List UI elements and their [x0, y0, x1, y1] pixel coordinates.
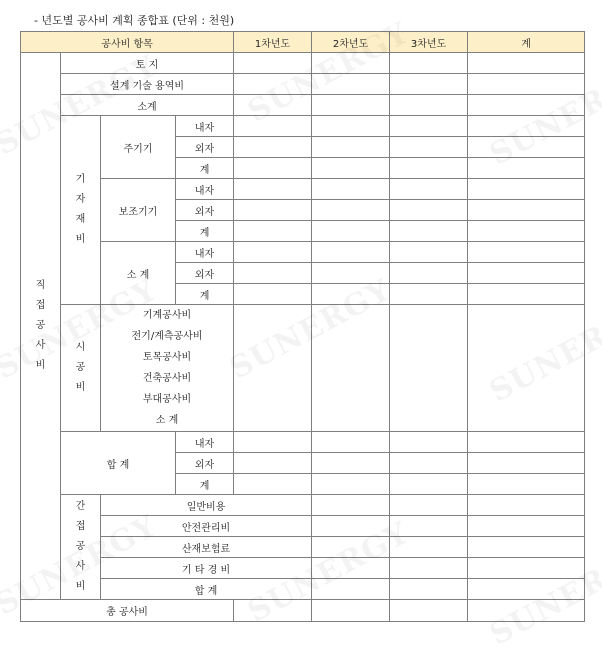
split-domestic: 내자	[176, 432, 234, 453]
split-domestic: 내자	[176, 242, 234, 263]
direct-cost-label: 직 접 공 사 비	[21, 53, 61, 600]
split-total: 계	[176, 284, 234, 305]
header-item: 공사비 항목	[21, 32, 234, 53]
indirect-cost-label: 간 접 공 사 비	[61, 495, 101, 600]
row-label-safety: 안전관리비	[101, 516, 312, 537]
header-year1: 1차년도	[234, 32, 312, 53]
header-year2: 2차년도	[312, 32, 390, 53]
split-total: 계	[176, 474, 234, 495]
split-foreign: 외자	[176, 137, 234, 158]
split-foreign: 외자	[176, 263, 234, 284]
construction-items	[101, 305, 234, 432]
row-label-direct-subtotal: 소계	[61, 95, 234, 116]
split-total: 계	[176, 158, 234, 179]
table-caption: - 년도별 공사비 계획 종합표 (단위 : 천원)	[34, 14, 235, 27]
row-label-other: 기 타 경 비	[101, 558, 312, 579]
split-total: 계	[176, 221, 234, 242]
table-row	[21, 95, 585, 116]
construction-label: 시 공 비	[61, 305, 101, 432]
table-row	[21, 600, 585, 622]
row-label-mechanical: 기계공사비	[142, 310, 192, 321]
table-row	[21, 579, 585, 600]
cost-summary-table	[20, 31, 585, 622]
row-label-civil: 토목공사비	[142, 352, 192, 363]
row-label-electrical: 전기/계측공사비	[131, 331, 203, 342]
header-row	[21, 32, 585, 53]
table-row	[21, 305, 585, 432]
row-label-insurance: 산재보험료	[101, 537, 312, 558]
row-label-main-equipment: 주기기	[101, 116, 176, 179]
split-foreign: 외자	[176, 453, 234, 474]
table-row	[21, 537, 585, 558]
table-row	[21, 432, 585, 453]
split-foreign: 외자	[176, 200, 234, 221]
row-label-general: 일반비용	[101, 495, 312, 516]
row-label-ancillary: 부대공사비	[142, 394, 192, 405]
row-label-building: 건축공사비	[142, 373, 192, 384]
table-row	[21, 74, 585, 95]
row-label-direct-total: 합 계	[61, 432, 176, 495]
table-row	[21, 116, 585, 137]
table-row	[21, 495, 585, 516]
table-row	[21, 516, 585, 537]
split-domestic: 내자	[176, 116, 234, 137]
equipment-label: 기 자 재 비	[61, 116, 101, 305]
table-row	[21, 179, 585, 200]
row-label-land: 토 지	[61, 53, 234, 74]
row-label-indirect-total: 합 계	[101, 579, 312, 600]
row-label-grand-total: 총 공사비	[21, 600, 234, 622]
split-domestic: 내자	[176, 179, 234, 200]
header-total: 계	[468, 32, 585, 53]
table-row	[21, 53, 585, 74]
row-label-equipment-subtotal: 소 계	[101, 242, 176, 305]
table-row	[21, 242, 585, 263]
table-row	[21, 558, 585, 579]
row-label-aux-equipment: 보조기기	[101, 179, 176, 242]
row-label-construction-subtotal: 소 계	[155, 415, 179, 426]
row-label-design: 설계 기술 용역비	[61, 74, 234, 95]
header-year3: 3차년도	[390, 32, 468, 53]
